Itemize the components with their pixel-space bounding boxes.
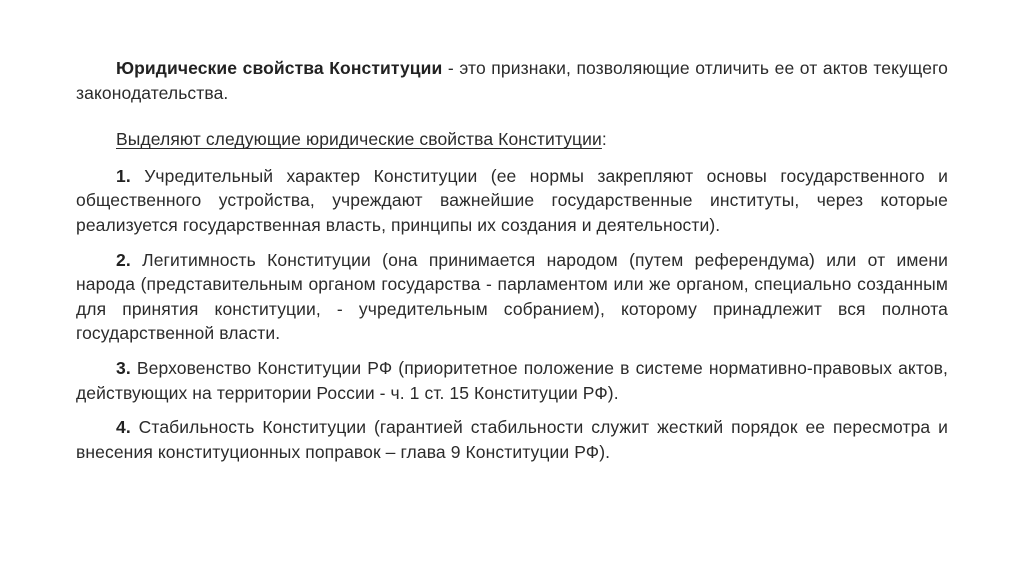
item-number: 4. [116,417,131,438]
lead-tail: : [601,129,607,150]
item-text: Учредительный характер Конституции (ее нормы закрепляют основы государственного и общественного устройства, учреждают важнейшие государственные институты, через которые реализуется государственная власть, принципы их создания и деятельности). [76,165,948,235]
item-number: 3. [116,357,131,378]
list-item [76,356,948,405]
lead-paragraph [76,127,948,152]
item-text: Верховенство Конституции РФ (приоритетное положение в системе нормативно-правовых актов, действующих на территории России - ч. 1 ст. 15 Конституции РФ). [76,357,948,403]
item-text: Легитимность Конституции (она принимается народом (путем референдума) или от имени народа (представительным органом государства - парламентом или же органом, специально созданным для принятия конституции, - учредительным собранием), которому принадлежит вся полнота государственной власти. [76,249,948,344]
item-number: 1. [116,165,131,186]
list-item [76,164,948,238]
lead-underlined: Выделяют следующие юридические свойства Конституции [116,129,602,150]
list-item [76,415,948,464]
item-text: Стабильность Конституции (гарантией стабильности служит жесткий порядок ее пересмотра и внесения конституционных поправок – глава 9 Конституции РФ). [76,417,948,462]
intro-text: - это признаки, позволяющие отличить ее от актов текущего законодательства. [76,58,948,103]
item-number: 2. [116,249,131,270]
intro-term: Юридические свойства Конституции [116,58,443,78]
intro-paragraph [76,56,948,105]
list-item [76,248,948,346]
